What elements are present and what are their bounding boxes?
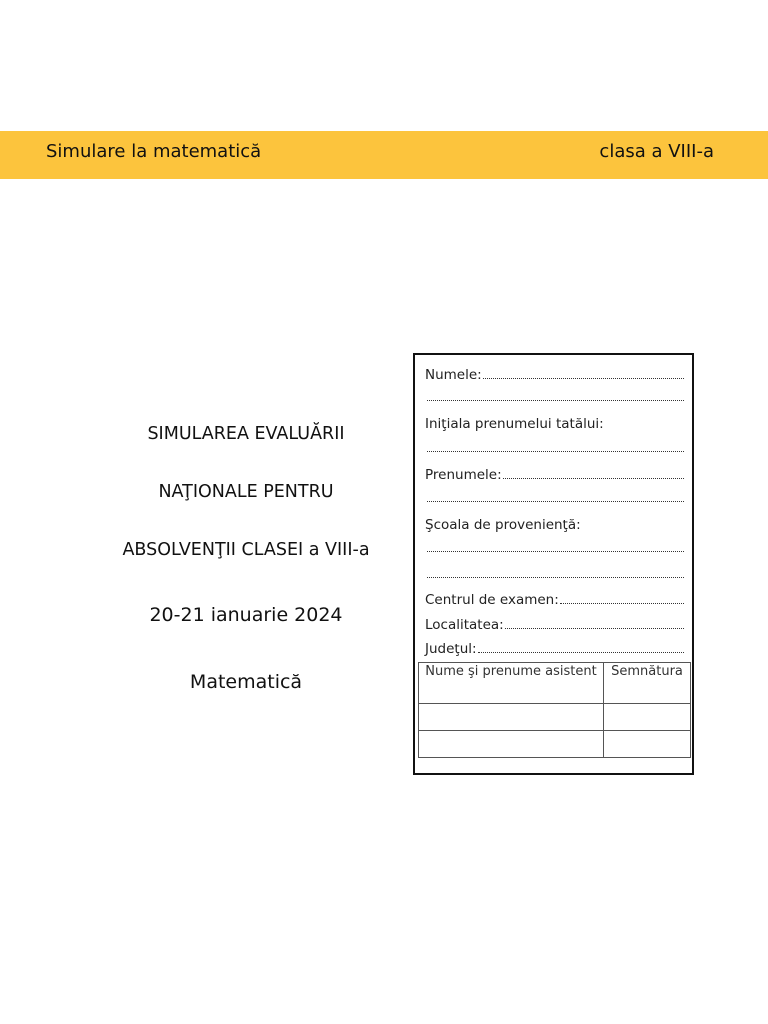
name-label: Numele: <box>425 367 482 383</box>
name-field[interactable] <box>425 363 684 383</box>
county-dotted-line <box>478 651 684 653</box>
assistant-signature-header: Semnătura <box>604 663 691 704</box>
first-name-dotted-line-2 <box>427 501 684 502</box>
exam-date: 20-21 ianuarie 2024 <box>149 604 343 626</box>
county-label: Judeţul: <box>425 641 477 657</box>
assistant-name-cell[interactable] <box>419 704 604 731</box>
assistant-table <box>418 662 691 758</box>
locality-label: Localitatea: <box>425 617 504 633</box>
name-dotted-line-2 <box>427 400 684 401</box>
first-name-dotted-line <box>503 477 684 479</box>
assistant-signature-cell[interactable] <box>604 731 691 758</box>
father-initial-dotted-line <box>427 451 684 452</box>
father-initial-field[interactable] <box>425 412 684 432</box>
exam-center-dotted-line <box>560 602 684 604</box>
locality-dotted-line <box>505 627 684 629</box>
assistant-name-cell[interactable] <box>419 731 604 758</box>
county-field[interactable] <box>425 637 684 657</box>
name-dotted-line <box>483 377 684 379</box>
school-field[interactable] <box>425 513 684 533</box>
first-name-label: Prenumele: <box>425 467 502 483</box>
assistant-signature-cell[interactable] <box>604 704 691 731</box>
school-dotted-line-2 <box>427 577 684 578</box>
first-name-field[interactable] <box>425 463 684 483</box>
table-row <box>419 731 691 758</box>
candidate-info-card <box>413 353 694 775</box>
header-banner <box>0 131 768 179</box>
school-dotted-line <box>427 551 684 552</box>
locality-field[interactable] <box>425 613 684 633</box>
school-label: Şcoala de provenienţă: <box>425 517 581 533</box>
table-row <box>419 704 691 731</box>
assistant-name-header: Nume şi prenume asistent <box>419 663 604 704</box>
exam-subject: Matematică <box>189 671 303 693</box>
assistant-table-header <box>419 663 691 704</box>
exam-title-line-1: SIMULAREA EVALUĂRII <box>147 424 345 444</box>
header-class: clasa a VIII-a <box>599 141 714 162</box>
exam-title-line-3: ABSOLVENŢII CLASEI a VIII-a <box>122 540 370 560</box>
exam-center-field[interactable] <box>425 588 684 608</box>
header-title: Simulare la matematică <box>46 141 262 162</box>
father-initial-label: Iniţiala prenumelui tatălui: <box>425 416 604 432</box>
exam-center-label: Centrul de examen: <box>425 592 559 608</box>
exam-title-line-2: NAŢIONALE PENTRU <box>158 482 334 502</box>
